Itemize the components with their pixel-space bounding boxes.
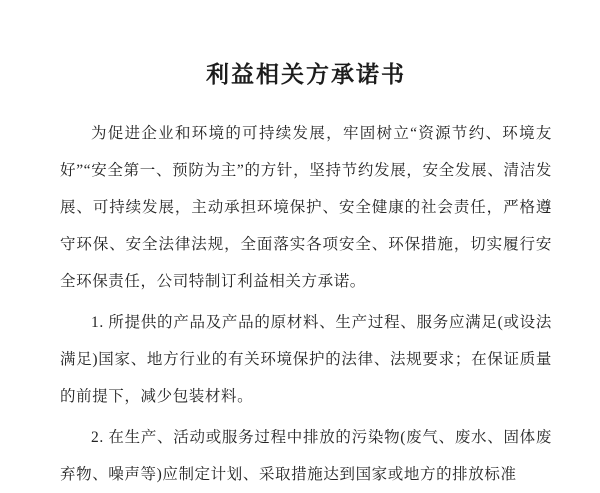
paragraph-item-2: 2. 在生产、活动或服务过程中排放的污染物(废气、废水、固体废弃物、噪声等)应制定计划、采取措施达到国家或地方的排放标准: [60, 429, 552, 483]
page-left-margin: [0, 0, 48, 450]
paragraph-intro: 为促进企业和环境的可持续发展，牢固树立“资源节约、环境友好”“安全第一、预防为主”的方针，坚持节约发展，安全发展、清洁发展、可持续发展，主动承担环境保护、安全健康的社会责任，严格遵守环保、安全法律法规，全面落实各项安全、环保措施，切实履行安全环保责任，公司特制订利益相关方承诺。: [60, 125, 552, 290]
page-right-margin: [560, 0, 600, 450]
document-body: [60, 0, 552, 483]
paragraph-item-1: 1. 所提供的产品及产品的原材料、生产过程、服务应满足(或设法满足)国家、地方行业的有关环境保护的法律、法规要求；在保证质量的前提下，减少包装材料。: [60, 314, 552, 405]
page-title: 利益相关方承诺书: [206, 62, 406, 87]
